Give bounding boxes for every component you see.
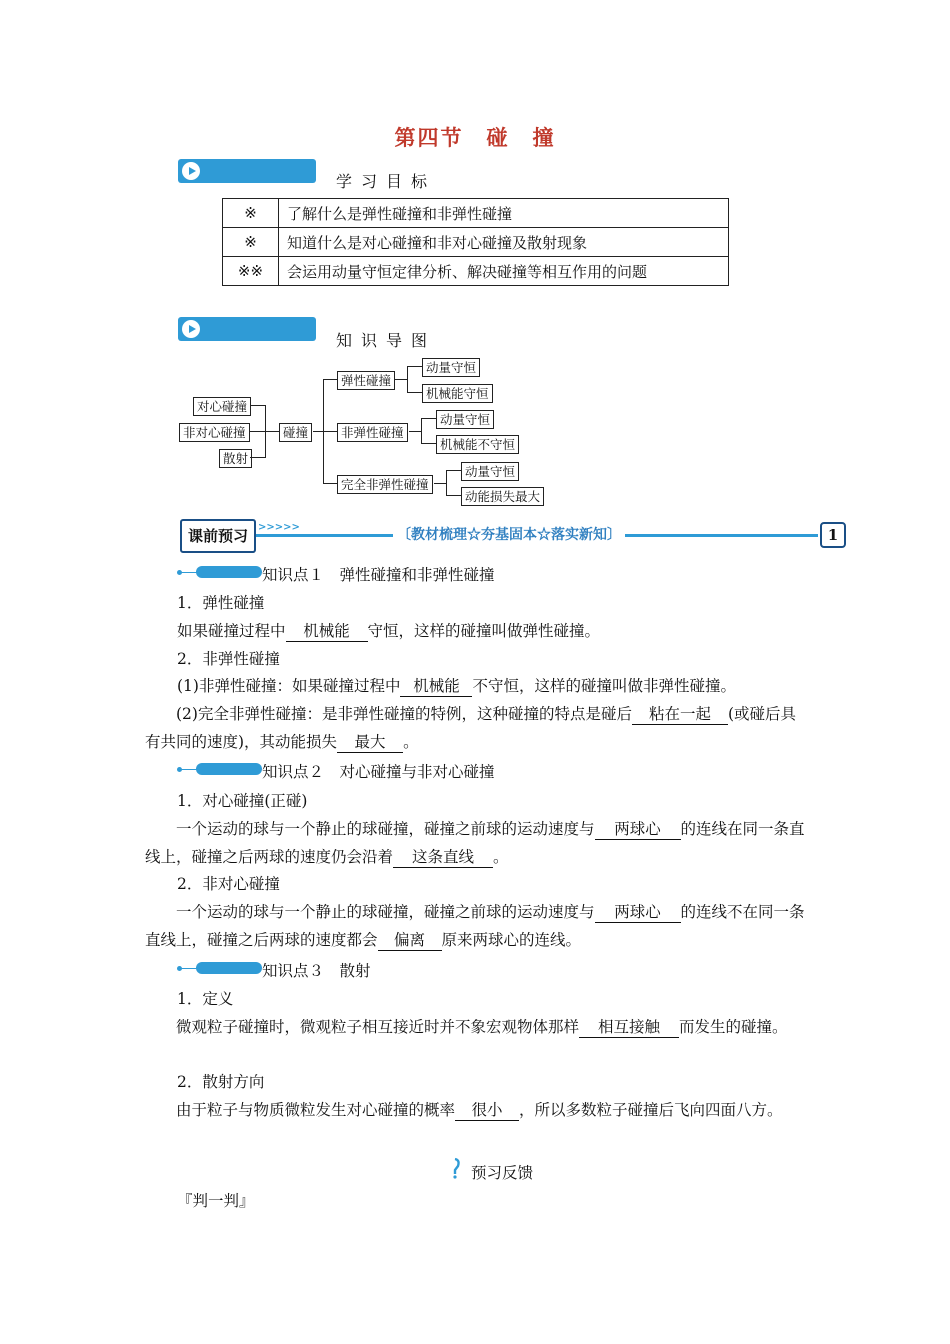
judge-label: 『判一判』 <box>177 1192 255 1210</box>
kp1-s1-line <box>177 617 600 645</box>
section-label-map: 知识导图 <box>336 331 437 350</box>
map-connector <box>421 418 422 444</box>
map-connector <box>323 483 337 484</box>
text: ，所以多数粒子碰撞后飞向四面八方。 <box>519 1101 783 1119</box>
answer-blank: 相互接触 <box>579 1017 679 1038</box>
map-connector <box>407 366 408 393</box>
kp1-s2-item1 <box>177 672 736 700</box>
map-node-branch: 完全非弹性碰撞 <box>337 475 433 494</box>
preview-subtitle: 〔教材梳理☆夯基固本☆落实新知〕 <box>393 524 625 544</box>
goals-table <box>222 198 729 286</box>
text: 的连线不在同一条直线上，碰撞之后两球的速度都会 <box>145 903 805 949</box>
text: 不守恒，这样的碰撞叫做非弹性碰撞。 <box>472 677 736 695</box>
kp2-s2-title: 2．非对心碰撞 <box>177 875 280 893</box>
map-node-leaf: 动量守恒 <box>422 358 480 377</box>
goal-level: ※ <box>223 199 279 228</box>
answer-blank: 这条直线 <box>393 847 493 868</box>
kp2-s1-title: 1．对心碰撞(正碰) <box>177 792 308 810</box>
map-node-left: 非对心碰撞 <box>179 423 250 442</box>
text: 一个运动的球与一个静止的球碰撞，碰撞之前球的运动速度与 <box>176 820 595 838</box>
section-banner-goals <box>178 159 316 183</box>
knowledge-point-pill <box>196 763 262 775</box>
text: 微观粒子碰撞时，微观粒子相互接近时并不象宏观物体那样 <box>176 1018 580 1036</box>
text: (1)非弹性碰撞：如果碰撞过程中 <box>177 677 401 695</box>
section-label-goals: 学习目标 <box>336 172 437 191</box>
table-row <box>223 228 729 257</box>
preview-label: 课前预习 <box>180 519 256 553</box>
map-node-leaf: 机械能不守恒 <box>436 435 519 454</box>
map-connector <box>446 470 447 496</box>
text: 。 <box>403 733 419 751</box>
map-connector <box>250 457 266 458</box>
map-node-leaf: 机械能守恒 <box>422 384 493 403</box>
feedback-title: 预习反馈 <box>471 1164 534 1182</box>
goal-text: 了解什么是弹性碰撞和非弹性碰撞 <box>279 199 729 228</box>
page-title: 第四节 碰 撞 <box>394 125 556 150</box>
text: 的连线在同一条直线上，碰撞之后两球的速度仍会沿着 <box>145 820 805 866</box>
answer-blank: 两球心 <box>595 902 681 923</box>
goal-level: ※ <box>223 228 279 257</box>
text: 而发生的碰撞。 <box>679 1018 788 1036</box>
map-connector <box>407 366 422 367</box>
text: 。 <box>493 848 509 866</box>
map-connector <box>407 392 422 393</box>
kp2-heading: 知识点２ 对心碰撞与非对心碰撞 <box>262 763 495 781</box>
kp2-s2-para <box>145 898 810 954</box>
preview-header-bar <box>180 518 848 552</box>
map-node-left: 散射 <box>219 449 252 468</box>
answer-blank: 最大 <box>337 732 403 753</box>
answer-blank: 很小 <box>455 1100 519 1121</box>
section-number: 1 <box>820 522 846 548</box>
text: 如果碰撞过程中 <box>177 622 286 640</box>
goal-text: 知道什么是对心碰撞和非对心碰撞及散射现象 <box>279 228 729 257</box>
arrows-icon: >>>>> <box>258 522 300 533</box>
kp3-s1-para <box>145 1013 810 1041</box>
kp3-s1-title: 1．定义 <box>177 990 234 1008</box>
map-node-center: 碰撞 <box>279 423 312 442</box>
answer-blank: 偏离 <box>378 930 442 951</box>
kp1-heading: 知识点１ 弹性碰撞和非弹性碰撞 <box>262 566 495 584</box>
kp3-s2-para <box>145 1096 810 1124</box>
goal-level: ※※ <box>223 257 279 286</box>
map-node-branch: 弹性碰撞 <box>337 371 395 390</box>
text: 由于粒子与物质微粒发生对心碰撞的概率 <box>176 1101 456 1119</box>
map-node-leaf: 动量守恒 <box>436 410 494 429</box>
table-row <box>223 199 729 228</box>
answer-blank: 机械能 <box>286 621 368 642</box>
map-connector <box>323 379 337 380</box>
map-node-leaf: 动量守恒 <box>461 462 519 481</box>
knowledge-point-pill <box>196 962 262 974</box>
answer-blank: 机械能 <box>400 676 472 697</box>
map-connector <box>421 418 436 419</box>
map-node-branch: 非弹性碰撞 <box>337 423 408 442</box>
kp3-s2-title: 2．散射方向 <box>177 1073 265 1091</box>
kp2-s1-para <box>145 815 810 871</box>
map-connector <box>323 431 337 432</box>
play-icon <box>182 320 200 338</box>
map-node-left: 对心碰撞 <box>193 397 251 416</box>
text: (2)完全非弹性碰撞：是非弹性碰撞的特例，这种碰撞的特点是碰后 <box>176 705 632 723</box>
map-connector <box>421 443 436 444</box>
play-icon <box>182 162 200 180</box>
kp3-heading: 知识点３ 散射 <box>262 962 371 980</box>
feedback-icon <box>449 1157 461 1179</box>
map-node-leaf: 动能损失最大 <box>461 487 544 506</box>
text: 一个运动的球与一个静止的球碰撞，碰撞之前球的运动速度与 <box>176 903 595 921</box>
table-row <box>223 257 729 286</box>
map-connector <box>250 431 266 432</box>
text: 守恒，这样的碰撞叫做弹性碰撞。 <box>367 622 601 640</box>
map-connector <box>250 405 266 406</box>
goal-text: 会运用动量守恒定律分析、解决碰撞等相互作用的问题 <box>279 257 729 286</box>
map-connector <box>446 470 461 471</box>
section-banner-map <box>178 317 316 341</box>
text: (或碰后具有共同的速度)，其动能损失 <box>145 705 797 751</box>
knowledge-point-pill <box>196 566 262 578</box>
kp1-s1-title: 1．弹性碰撞 <box>177 594 265 612</box>
answer-blank: 两球心 <box>595 819 681 840</box>
answer-blank: 粘在一起 <box>632 704 728 725</box>
map-connector <box>446 495 461 496</box>
text: 原来两球心的连线。 <box>441 931 582 949</box>
kp1-s2-title: 2．非弹性碰撞 <box>177 650 280 668</box>
map-connector <box>265 431 279 432</box>
kp1-s2-item2 <box>145 700 810 756</box>
